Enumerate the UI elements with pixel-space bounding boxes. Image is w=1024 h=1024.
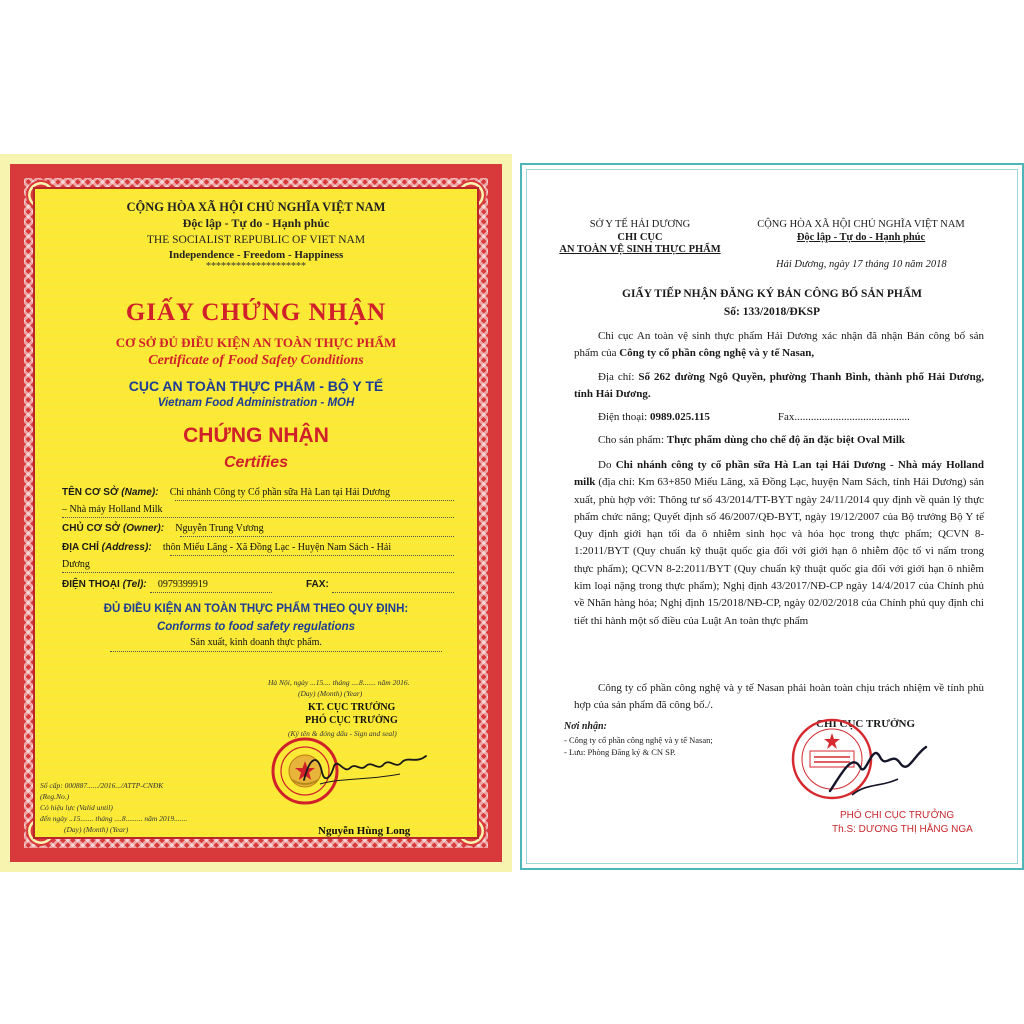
document-number: Số: 133/2018/ĐKSP [723, 306, 821, 318]
sign-role: PHÓ CHI CỤC TRƯỞNG [840, 810, 955, 821]
field-phone-value: 0979399919 [157, 579, 208, 590]
field-name-value-2: – Nhà máy Holland Milk [62, 504, 163, 515]
dotted-line [62, 517, 454, 518]
field-owner [62, 523, 462, 534]
field-phone-label-en: (Tel): [122, 579, 147, 590]
valid-until-date: đến ngày ..15....... tháng ....8......... năm 2019....... [40, 814, 188, 823]
country-header-en: THE SOCIALIST REPUBLIC OF VIET NAM [146, 234, 366, 246]
field-name-label: TÊN CƠ SỞ [62, 487, 122, 498]
dotted-line [150, 592, 272, 593]
field-owner-label-en: (Owner): [122, 523, 165, 534]
sign-head: CHI CỤC TRƯỞNG [816, 718, 916, 730]
sign-caption: (Ký tên & đóng dấu - Sign and seal) [288, 729, 397, 738]
country-header: CỘNG HÒA XÃ HỘI CHỦ NGHĨA VIỆT NAM [126, 200, 386, 214]
paragraph-address [574, 369, 984, 404]
dept-line-1: SỞ Y TẾ HẢI DƯƠNG [589, 219, 691, 230]
field-name [62, 487, 462, 498]
field-address-label-en: (Address): [101, 542, 152, 553]
agency-vi: CỤC AN TOÀN THỰC PHẨM - BỘ Y TẾ [128, 378, 384, 394]
valid-until-label: Có hiệu lực (Valid until) [40, 803, 113, 812]
dept-line-2: CHI CỤC [617, 232, 663, 243]
field-phone [62, 579, 462, 590]
address-value: Số 262 đường Ngô Quyền, phường Thanh Bình, thành phố Hải Dương, tỉnh Hải Dương. [574, 371, 984, 401]
paragraph-phone [574, 409, 984, 426]
sign-title-1: KT. CỤC TRƯỞNG [308, 702, 396, 713]
manufacturer-name: Chi nhánh công ty cổ phần sữa Hà Lan tại Hải Dương - Nhà máy Holland milk [574, 459, 984, 489]
country-header: CỘNG HÒA XÃ HỘI CHỦ NGHĨA VIỆT NAM [757, 219, 965, 230]
field-address [62, 542, 462, 553]
paragraph-intro-text: Chi cục An toàn vệ sinh thực phẩm Hải Dương xác nhận đã nhận Bản công bố sản phẩm của [574, 330, 984, 360]
recipient-1: - Công ty cổ phần công nghệ và y tế Nasan; [564, 735, 713, 745]
document-title: GIẤY TIẾP NHẬN ĐĂNG KÝ BẢN CÔNG BỐ SẢN PHẨM [622, 288, 922, 300]
agency-en: Vietnam Food Administration - MOH [157, 397, 355, 409]
signer-name: Th.S: DƯƠNG THỊ HẰNG NGA [832, 824, 973, 835]
sign-title-2: PHÓ CỤC TRƯỞNG [305, 715, 398, 726]
conditions-vi: ĐỦ ĐIỀU KIỆN AN TOÀN THỰC PHẨM THEO QUY ĐỊNH: [103, 603, 409, 615]
phone-label: Điện thoại: [598, 411, 650, 423]
motto: Độc lập - Tự do - Hạnh phúc [796, 232, 926, 243]
star-divider: ******************** [206, 261, 306, 272]
dotted-line [175, 500, 454, 501]
product-value: Thực phẩm dùng cho chế độ ăn đặc biệt Oval Milk [666, 434, 906, 446]
recipient-2: - Lưu: Phòng Đăng ký & CN SP. [564, 747, 676, 757]
recipients-label: Nơi nhận: [564, 721, 607, 732]
field-name-value: Chi nhánh Công ty Cổ phần sữa Hà Lan tại Hải Dương [169, 487, 390, 498]
responsibility-text: Công ty cổ phần công nghệ và y tế Nasan phải hoàn toàn chịu trách nhiệm về tính phù hợp của sản phẩm đã công bố./. [574, 682, 984, 712]
certifies-vi: CHỨNG NHẬN [183, 424, 329, 447]
dotted-line [180, 536, 454, 537]
signature-icon [300, 750, 430, 790]
fax-label: Fax.......................................... [777, 411, 910, 423]
field-owner-label: CHỦ CƠ SỞ [62, 523, 123, 534]
certifies-en: Certifies [223, 454, 289, 471]
motto-en: Independence - Freedom - Happiness [168, 249, 344, 261]
field-fax-label: FAX: [306, 579, 329, 590]
compliance-prefix: Do [598, 459, 616, 471]
subtitle-vi: CƠ SỞ ĐỦ ĐIỀU KIỆN AN TOÀN THỰC PHẨM [115, 335, 397, 350]
document-date: Hải Dương, ngày 17 tháng 10 năm 2018 [776, 259, 947, 270]
reg-number-label: (Reg.No.) [40, 792, 70, 801]
product-registration-certificate [520, 163, 1024, 870]
field-name-label-en: (Name): [121, 487, 159, 498]
product-label: Cho sản phẩm: [598, 434, 667, 446]
dotted-line [332, 592, 454, 593]
conditions-en: Conforms to food safety regulations [156, 621, 356, 633]
signer-name: Nguyễn Hùng Long [318, 825, 411, 837]
issue-date-labels: (Day) (Month) (Year) [298, 689, 363, 698]
field-owner-value: Nguyễn Trung Vương [175, 523, 264, 534]
dotted-line [110, 651, 442, 652]
field-phone-label: ĐIỆN THOẠI [62, 579, 123, 590]
phone-value: 0989.025.115 [649, 411, 710, 423]
scope-text: Sản xuất, kinh doanh thực phẩm. [190, 637, 322, 648]
address-label: Địa chỉ: [598, 371, 639, 383]
subtitle-en: Certificate of Food Safety Conditions [148, 353, 364, 368]
dotted-line [62, 572, 454, 573]
certificate-title: GIẤY CHỨNG NHẬN [125, 299, 387, 326]
valid-until-labels: (Day) (Month) (Year) [64, 825, 129, 834]
issue-date: Hà Nội, ngày ...15.... tháng ....8....... năm 2016. [268, 678, 410, 687]
motto: Độc lập - Tự do - Hạnh phúc [182, 216, 330, 230]
compliance-text: (địa chỉ: Km 63+850 Miếu Lãng, xã Đồng Lạc, huyện Nam Sách, tỉnh Hải Dương) sản xuất, phù hợp với: Thông tư số 43/2014/TT-BYT ngày 24/11/2014 quy định về quản lý thực phẩm chức năng; Quyết định số 46/2007/QĐ-BYT, ngày 19/12/2007 của Bộ trưởng Bộ Y tế Quy định giới hạn tối đa ô nhiễm sinh học và hóa học trong thực phẩm; QCVN 8-1:2011/BYT (Quy chuẩn kỹ thuật quốc gia đối với giới hạn ô nhiễm độc tố vi nấm trong thực phẩm); QCVN 8-2:2011/BYT (Quy chuẩn kỹ thuật quốc gia đối với giới hạn ô nhiễm kim loại nặng trong thực phẩm); Nghị định 43/2017/NĐ-CP ngày 14/4/2017 của Chính phủ về Nhãn hàng hóa; Nghị định 15/2018/NĐ-CP, ngày 02/02/2018 của Chính phủ quy định chi tiết thi hành một số điều của Luật An toàn thực phẩm [574, 476, 984, 627]
field-name-cont [62, 504, 462, 515]
dotted-line [170, 555, 454, 556]
field-address-value: thôn Miếu Lãng - Xã Đồng Lạc - Huyện Nam Sách - Hải [162, 542, 392, 553]
dept-line-3: AN TOÀN VỆ SINH THỰC PHẨM [559, 244, 721, 255]
paragraph-compliance [574, 457, 984, 630]
certificate-number: Số cấp: 000887....../2016.../ATTP-CNĐK [40, 781, 164, 790]
field-address-label: ĐỊA CHỈ [62, 542, 102, 553]
company-name: Công ty cổ phần công nghệ và y tế Nasan, [619, 347, 815, 360]
paragraph-product [574, 432, 984, 449]
food-safety-certificate [0, 154, 512, 872]
field-address-value-2: Dương [62, 559, 90, 570]
signature-icon [822, 733, 932, 803]
field-address-cont [62, 559, 462, 570]
paragraph-intro [574, 328, 984, 363]
paragraph-responsibility [574, 680, 984, 715]
